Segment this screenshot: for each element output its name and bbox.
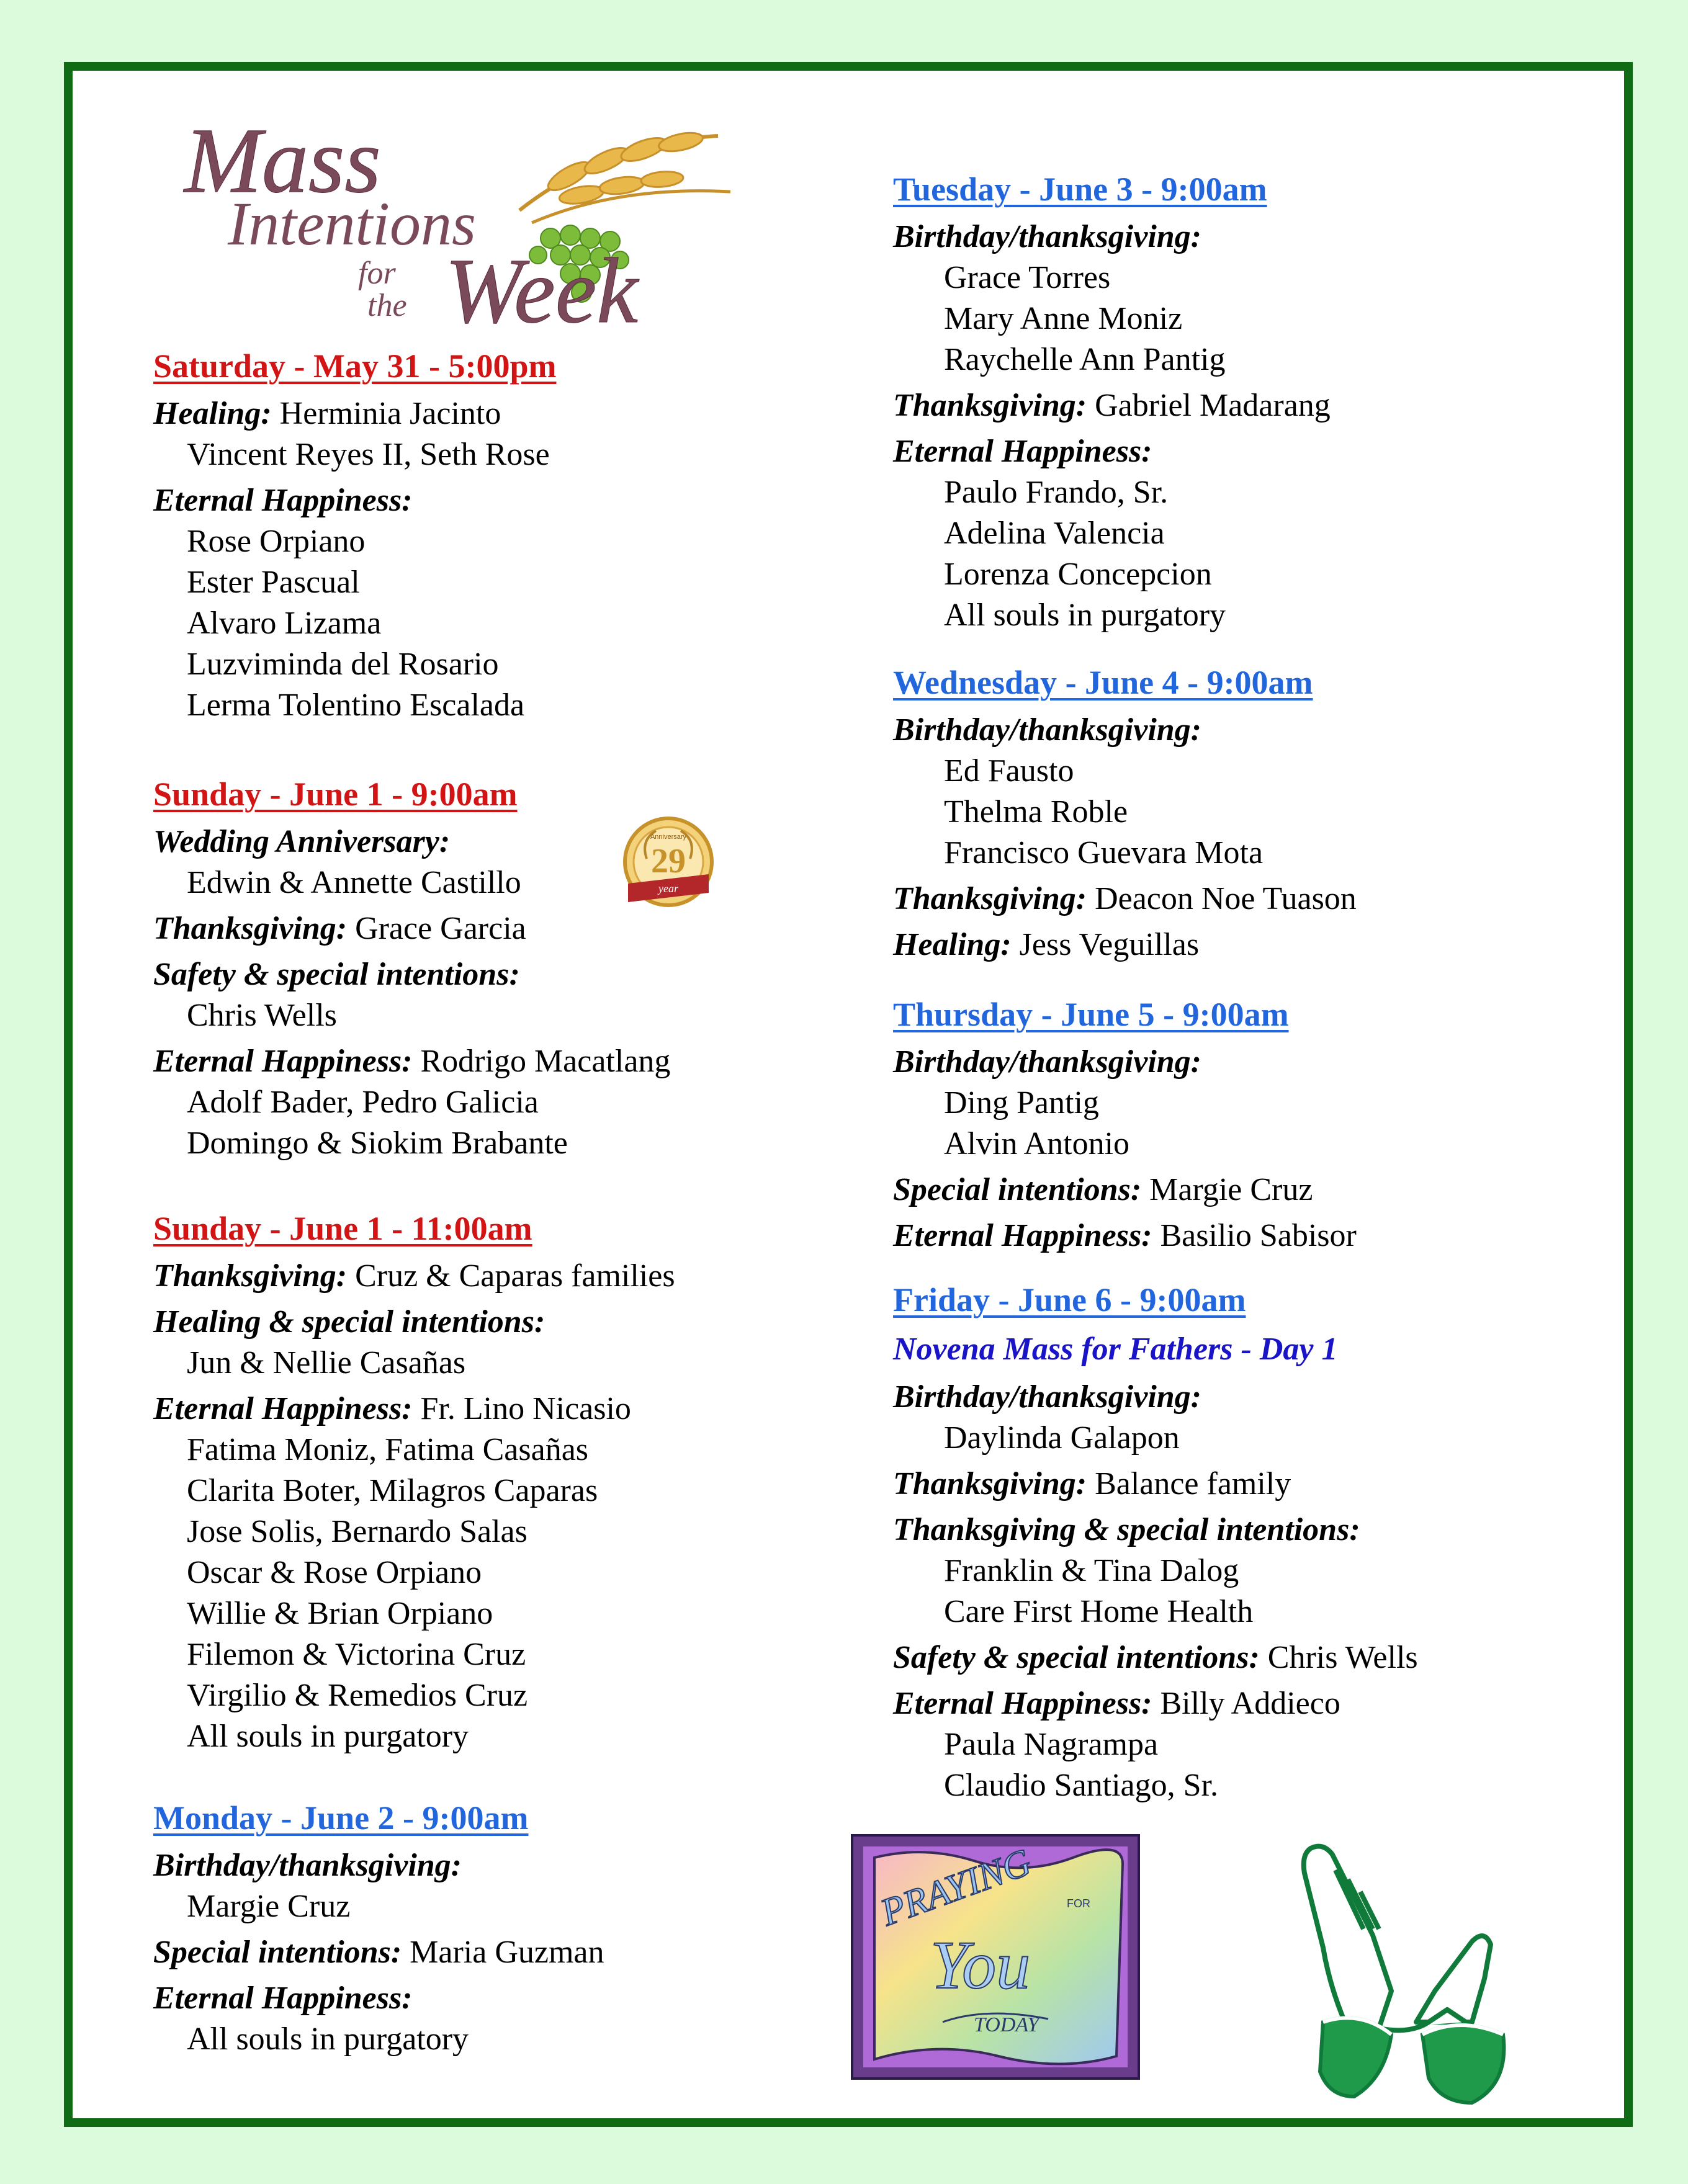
intention-name: Cruz & Caparas families bbox=[355, 1258, 675, 1294]
intention-entry bbox=[893, 1170, 1613, 1211]
intention-name: Herminia Jacinto bbox=[279, 396, 501, 431]
intention-entry bbox=[153, 1389, 867, 1430]
praying-hands-icon bbox=[1286, 1836, 1553, 2115]
intention-name: Claudio Santiago, Sr. bbox=[944, 1768, 1218, 1803]
day-heading: Saturday - May 31 - 5:00pm bbox=[153, 347, 557, 385]
intention-entry bbox=[893, 1464, 1613, 1505]
day-heading: Sunday - June 1 - 11:00am bbox=[153, 1210, 532, 1247]
intention-category: Thanksgiving: bbox=[153, 911, 348, 946]
intention-name: Paula Nagrampa bbox=[944, 1727, 1159, 1762]
logo-week-text: Week bbox=[445, 239, 638, 342]
monday-section bbox=[153, 1796, 867, 2060]
intention-name: All souls in purgatory bbox=[187, 2021, 469, 2057]
intention-name: All souls in purgatory bbox=[187, 1719, 469, 1754]
intention-category: Healing: bbox=[153, 396, 272, 431]
intention-category: Birthday/thanksgiving: bbox=[893, 1379, 1201, 1415]
logo-the-text: the bbox=[367, 288, 407, 323]
intention-name: Maria Guzman bbox=[410, 1935, 604, 1970]
wednesday-section bbox=[893, 660, 1613, 965]
intention-entry bbox=[893, 385, 1613, 426]
intention-name: Fr. Lino Nicasio bbox=[420, 1391, 631, 1426]
intention-name: Ding Pantig bbox=[944, 1085, 1099, 1121]
intention-name: Balance family bbox=[1095, 1466, 1291, 1502]
intention-name: Grace Torres bbox=[944, 260, 1111, 295]
intention-name: Jose Solis, Bernardo Salas bbox=[187, 1514, 528, 1549]
intention-name: Chris Wells bbox=[1267, 1640, 1418, 1675]
logo-for-text: for bbox=[358, 256, 396, 291]
for-text: FOR bbox=[1067, 1897, 1090, 1910]
intention-name: Francisco Guevara Mota bbox=[944, 835, 1264, 870]
intention-name: Deacon Noe Tuason bbox=[1095, 881, 1357, 916]
intention-entry bbox=[893, 1510, 1613, 1551]
intention-entry bbox=[893, 431, 1613, 472]
intention-entry bbox=[153, 821, 867, 862]
intention-category: Special intentions: bbox=[153, 1935, 402, 1970]
intention-name: Daylinda Galapon bbox=[944, 1420, 1180, 1456]
intention-name: Jun & Nellie Casañas bbox=[187, 1345, 466, 1381]
intention-category: Healing: bbox=[893, 927, 1012, 962]
intention-category: Special intentions: bbox=[893, 1172, 1142, 1207]
intention-category: Eternal Happiness: bbox=[153, 1391, 413, 1426]
badge-top-text: Anniversary bbox=[650, 833, 687, 841]
intention-name: Alvin Antonio bbox=[944, 1126, 1130, 1161]
intention-category: Safety & special intentions: bbox=[893, 1640, 1260, 1675]
intention-name: Care First Home Health bbox=[944, 1594, 1254, 1629]
intention-entry bbox=[153, 1302, 867, 1343]
intention-name: Luzviminda del Rosario bbox=[187, 647, 499, 682]
logo-mass-text: Mass bbox=[184, 117, 381, 212]
intention-entry bbox=[893, 1637, 1613, 1678]
wheat-icon bbox=[519, 130, 730, 223]
intention-name: Lorenza Concepcion bbox=[944, 557, 1212, 592]
intention-entry bbox=[893, 1042, 1613, 1083]
intention-entry bbox=[893, 710, 1613, 751]
intention-category: Eternal Happiness: bbox=[153, 483, 413, 518]
intention-category: Wedding Anniversary: bbox=[153, 824, 451, 859]
day-heading: Sunday - June 1 - 9:00am bbox=[153, 776, 518, 813]
intention-entry bbox=[153, 1932, 867, 1973]
intention-name: Adolf Bader, Pedro Galicia bbox=[187, 1085, 539, 1120]
intention-category: Eternal Happiness: bbox=[893, 1218, 1152, 1253]
intention-name: Billy Addieco bbox=[1160, 1686, 1340, 1721]
intention-name: Grace Garcia bbox=[355, 911, 526, 946]
intention-name: Vincent Reyes II, Seth Rose bbox=[187, 437, 550, 472]
intention-entry bbox=[153, 480, 867, 521]
intention-name: Filemon & Victorina Cruz bbox=[187, 1637, 526, 1672]
intention-name: Gabriel Madarang bbox=[1095, 388, 1331, 423]
day-heading: Friday - June 6 - 9:00am bbox=[893, 1281, 1246, 1318]
intention-entry bbox=[153, 1978, 867, 2019]
you-text: You bbox=[930, 1927, 1031, 2003]
intention-entry bbox=[893, 1683, 1613, 1724]
intention-category: Safety & special intentions: bbox=[153, 957, 520, 992]
intention-category: Thanksgiving: bbox=[153, 1258, 348, 1294]
intention-category: Eternal Happiness: bbox=[153, 1980, 413, 2016]
novena-subtitle: Novena Mass for Fathers - Day 1 bbox=[893, 1331, 1338, 1367]
mass-intentions-logo bbox=[172, 117, 799, 353]
intention-name: All souls in purgatory bbox=[944, 597, 1226, 633]
intention-name: Basilio Sabisor bbox=[1160, 1218, 1357, 1253]
intention-entry bbox=[153, 1041, 867, 1082]
intention-name: Ester Pascual bbox=[187, 565, 360, 600]
intention-name: Virgilio & Remedios Cruz bbox=[187, 1678, 528, 1713]
intention-entry bbox=[153, 1845, 867, 1886]
intention-entry bbox=[893, 879, 1613, 920]
badge-year-text: year bbox=[658, 882, 678, 895]
intention-entry bbox=[893, 924, 1613, 965]
intention-name: Chris Wells bbox=[187, 998, 337, 1033]
intention-name: Edwin & Annette Castillo bbox=[187, 865, 521, 900]
praying-for-you-card bbox=[850, 1833, 1141, 2081]
badge-number: 29 bbox=[651, 842, 686, 880]
intention-name: Clarita Boter, Milagros Caparas bbox=[187, 1473, 598, 1508]
intention-name: Paulo Frando, Sr. bbox=[944, 475, 1169, 510]
intention-category: Eternal Happiness: bbox=[893, 1686, 1152, 1721]
intention-name: Mary Anne Moniz bbox=[944, 301, 1183, 336]
day-heading: Monday - June 2 - 9:00am bbox=[153, 1799, 529, 1837]
praying-text: PRAYING bbox=[875, 1841, 1037, 1935]
intention-name: Oscar & Rose Orpiano bbox=[187, 1555, 482, 1590]
intention-entry bbox=[153, 954, 867, 995]
intention-name: Ed Fausto bbox=[944, 753, 1074, 789]
intention-category: Healing & special intentions: bbox=[153, 1304, 545, 1340]
sunday-9am-section bbox=[153, 772, 867, 1164]
anniversary-badge-icon bbox=[622, 815, 715, 921]
intention-name: Alvaro Lizama bbox=[187, 606, 382, 641]
intention-category: Thanksgiving: bbox=[893, 881, 1087, 916]
intention-name: Raychelle Ann Pantig bbox=[944, 342, 1226, 377]
sunday-11am-section bbox=[153, 1206, 867, 1757]
today-text: TODAY bbox=[974, 2013, 1039, 2036]
intention-name: Domingo & Siokim Brabante bbox=[187, 1126, 568, 1161]
logo-intentions-text: Intentions bbox=[228, 189, 476, 258]
intention-category: Eternal Happiness: bbox=[893, 434, 1152, 469]
intention-name: Margie Cruz bbox=[1149, 1172, 1313, 1207]
intention-name: Lerma Tolentino Escalada bbox=[187, 687, 525, 723]
day-heading: Tuesday - June 3 - 9:00am bbox=[893, 171, 1267, 208]
intention-name: Rose Orpiano bbox=[187, 524, 366, 559]
intention-category: Birthday/thanksgiving: bbox=[893, 1044, 1201, 1080]
day-heading: Wednesday - June 4 - 9:00am bbox=[893, 664, 1313, 701]
intention-entry bbox=[153, 393, 867, 434]
intention-entry bbox=[893, 217, 1613, 257]
intention-name: Franklin & Tina Dalog bbox=[944, 1553, 1239, 1588]
intention-name: Adelina Valencia bbox=[944, 516, 1165, 551]
tuesday-section bbox=[893, 167, 1613, 636]
intention-entry bbox=[893, 1377, 1613, 1418]
friday-section bbox=[893, 1278, 1613, 1806]
intention-name: Fatima Moniz, Fatima Casañas bbox=[187, 1432, 589, 1467]
saturday-section bbox=[153, 344, 867, 726]
intention-entry bbox=[153, 1256, 867, 1297]
page-frame bbox=[64, 62, 1633, 2127]
thursday-section bbox=[893, 992, 1613, 1256]
intention-category: Birthday/thanksgiving: bbox=[893, 712, 1201, 748]
intention-category: Eternal Happiness: bbox=[153, 1044, 413, 1079]
intention-entry bbox=[153, 908, 867, 949]
day-heading: Thursday - June 5 - 9:00am bbox=[893, 996, 1289, 1033]
intention-name: Willie & Brian Orpiano bbox=[187, 1596, 493, 1631]
intention-entry bbox=[893, 1215, 1613, 1256]
intention-category: Thanksgiving & special intentions: bbox=[893, 1512, 1360, 1547]
intention-name: Jess Veguillas bbox=[1019, 927, 1200, 962]
intention-name: Margie Cruz bbox=[187, 1889, 351, 1924]
intention-name: Thelma Roble bbox=[944, 794, 1128, 830]
intention-category: Birthday/thanksgiving: bbox=[153, 1848, 462, 1883]
intention-category: Birthday/thanksgiving: bbox=[893, 219, 1201, 254]
intention-name: Rodrigo Macatlang bbox=[420, 1044, 671, 1079]
intention-category: Thanksgiving: bbox=[893, 388, 1087, 423]
intention-category: Thanksgiving: bbox=[893, 1466, 1087, 1502]
